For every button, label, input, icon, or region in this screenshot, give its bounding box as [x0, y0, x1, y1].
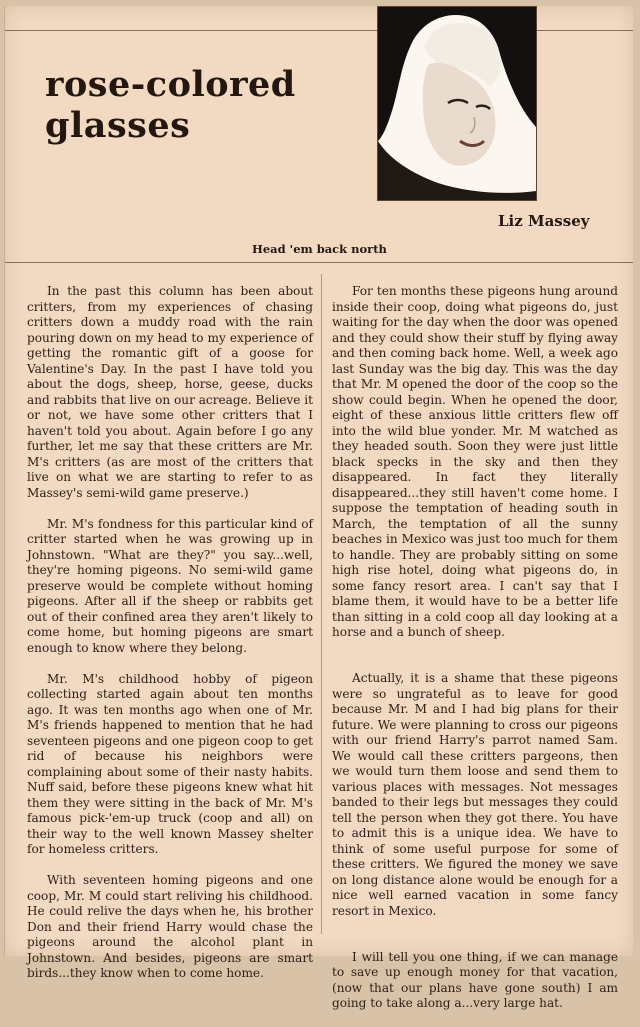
- author-byline: Liz Massey: [498, 212, 590, 230]
- paragraph: Actually, it is a shame that these pigeons were so ungrateful as to leave for good because Mr. M and I had big plans for their future. We were planning to cross our pigeons with our friend Harry's parrot named Sam. We would call these critters pargeons, then we would turn them loose and send them to various places with messages. Not messages banded to their legs but messages they could tell the person when they got there. You have to admit this is a unique idea. We have to think of some useful purpose for some of these critters. We figured the money we save on long distance alone would be enough for a nice well earned vacation in some fancy resort in Mexico.: [332, 671, 618, 918]
- paragraph: I will tell you one thing, if we can manage to save up enough money for that vacation, (now that our plans have gone south) I am going to take along a...very large hat.: [332, 949, 618, 1010]
- author-portrait-image: [378, 7, 536, 200]
- paragraph: With seventeen homing pigeons and one coop, Mr. M could start reliving his childhood. He could relive the days when he, his brother Don and their friend Harry would chase the pigeons around the alcohol plant in Johnstown. And besides, pigeons are smart birds...they know when to come home.: [27, 873, 313, 980]
- paragraph: Mr. M's fondness for this particular kind of critter started when he was growing up in Johnstown. "What are they?" you say...well, they're homing pigeons. No semi-wild game preserve would be complete without homing pigeons. After all if the sheep or rabbits get out of their confined area they aren't likely to come home, but homing pigeons are smart enough to know where they belong.: [27, 516, 313, 655]
- paragraph: For ten months these pigeons hung around inside their coop, doing what pigeons do, just waiting for the day when the door was opened and they could show their stuff by flying away and then coming back home. Well, a week ago last Sunday was the big day. This was the day that Mr. M opened the door of the coop so the show could begin. When he opened the door, eight of these anxious little critters flew off into the wild blue yonder. Mr. M watched as they headed south. Soon they were just little black specks in the sky and then they disappeared. In fact they literally disappeared...they still haven't come home. I suppose the temptation of heading south in March, the temptation of all the sunny beaches in Mexico was just too much for them to handle. They are probably sitting on some high rise hotel, doing what pigeons do, in some fancy resort area. I can't say that I blame them, it would have to be a better life than sitting in a cold coop all day looking at a horse and a bunch of sheep.: [332, 284, 618, 639]
- column-divider: [321, 274, 322, 934]
- column-title: [45, 64, 296, 146]
- column-title-line-1: rose-colored: [45, 64, 296, 105]
- column-title-line-2: glasses: [45, 105, 191, 146]
- right-column: [332, 284, 618, 1027]
- divider-rule: [5, 262, 633, 263]
- author-photo: [377, 6, 537, 201]
- left-column: [27, 284, 313, 997]
- paragraph: In the past this column has been about critters, from my experiences of chasing critters down a muddy road with the rain pouring down on my head to my experience of getting the romantic gift of a goose for Valentine's Day. In the past I have told you about the dogs, sheep, horse, geese, ducks and rabbits that live on our acreage. Believe it or not, we have some other critters that I haven't told you about. Again before I go any further, let me say that these critters are Mr. M's critters (as are most of the critters that live on what we are starting to refer to as Massey's semi-wild game preserve.): [27, 284, 313, 500]
- headline: Head 'em back north: [252, 242, 387, 256]
- newspaper-clipping: [4, 6, 633, 1010]
- paragraph: Mr. M's childhood hobby of pigeon collecting started again about ten months ago. It was ten months ago when one of Mr. M's friends happened to mention that he had seventeen pigeons and one pigeon coop to get rid of because his neighbors were complaining about some of their nasty habits. Nuff said, before these pigeons knew what hit them they were sitting in the back of Mr. M's famous pick-'em-up truck (coop and all) on their way to the well known Massey shelter for homeless critters.: [27, 671, 313, 856]
